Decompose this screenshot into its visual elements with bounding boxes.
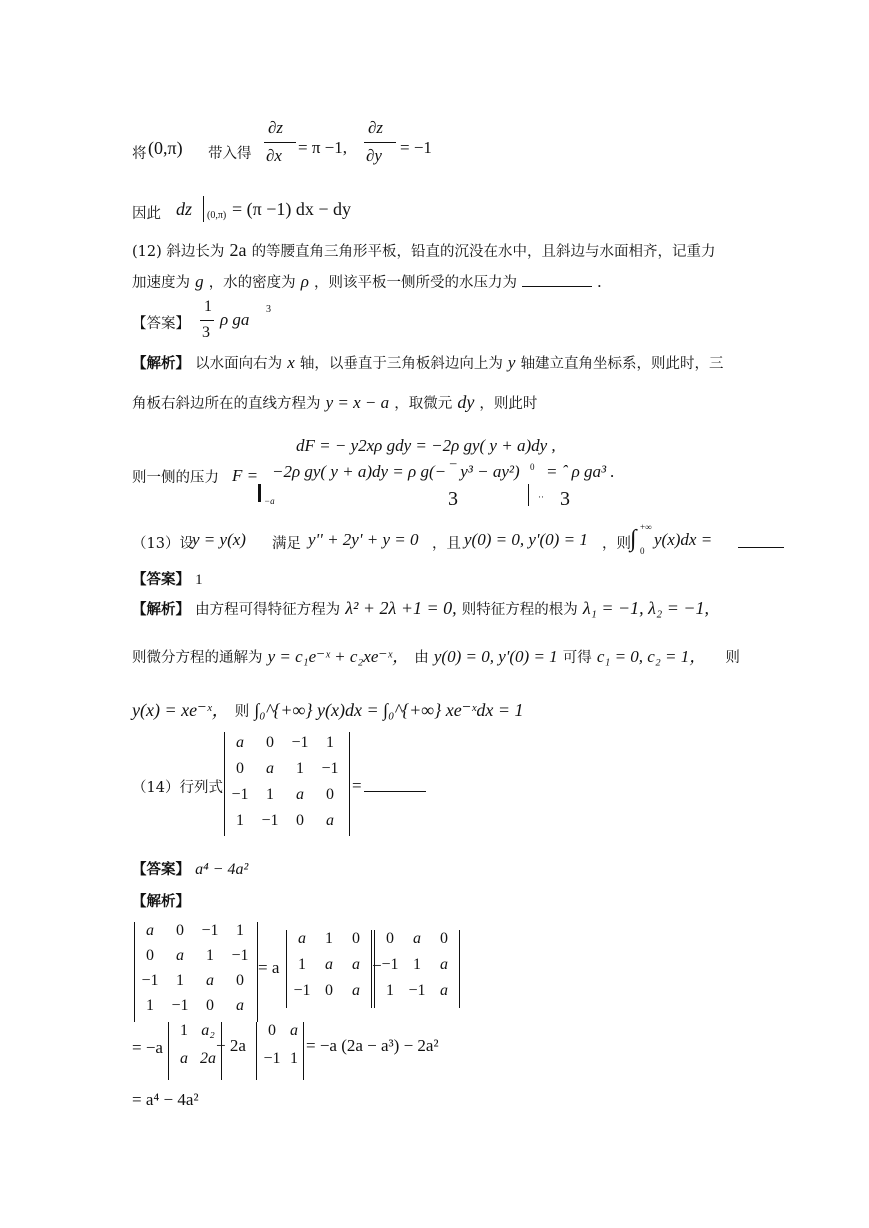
q13-analysis-line2 [132,642,740,667]
q12-dy: dy [457,392,475,412]
q12-analysis-1a: 以水面向右为 [195,356,283,372]
matrix-cell: 0 [176,922,184,939]
matrix-cell: −1 [231,786,249,803]
matrix-cell: 0 [268,1022,276,1039]
matrix-cell: 1 [236,922,244,939]
matrix-cell: 1 [325,930,333,947]
matrix-cell: 2a [200,1050,216,1067]
q11-subscript: (0,π) [207,210,227,221]
matrix-cell: 1 [236,812,244,829]
q11-point: (0,π) [148,138,183,158]
matrix-cell: −1 [171,997,189,1014]
q12-F-eq: F = [232,466,259,485]
matrix-cell: −1 [261,812,279,829]
q12-analysis-1c: 轴建立直角坐标系，则此时，三 [520,356,724,372]
q13-an3b: 则 [234,704,250,720]
q12-question-text: ，则该平板一侧所受的水压力为 [314,275,518,291]
q13-final-integral: ∫₀^{+∞} y(x)dx = ∫₀^{+∞} xe⁻ˣdx = 1 [254,700,524,720]
q13-answer-label: 【答案】 [132,571,190,588]
q13-an2b: 由 [414,650,429,666]
matrix-cell: a [440,982,448,999]
matrix-cell: a [296,786,304,803]
q13-and: ，且 [432,536,461,552]
matrix-cell: 1 [298,956,306,973]
matrix-cell: −1 [293,982,311,999]
matrix-cell: 0 [325,982,333,999]
q13-ode: y'' + 2y' + y = 0 [308,530,419,549]
q12-result: = ˆ ρ ga³ . [546,462,615,481]
q12-three-2: 3 [560,488,570,510]
matrix-cell: a [440,956,448,973]
q11-val2: = −1 [400,138,432,157]
q12-analysis-2c: ，则此时 [479,396,538,412]
q13-solution: y(x) = xe⁻ˣ， [132,700,230,720]
matrix-cell: 0 [236,972,244,989]
matrix-cell: 1 [146,997,154,1014]
q13-analysis-line1 [132,598,709,619]
q11-dy: ∂y [366,146,382,165]
q13-func: y = y(x) [192,530,246,549]
matrix-cell: a [326,812,334,829]
matrix-cell: a [176,947,184,964]
q14-step2-lhs: = −a [132,1038,163,1057]
matrix-cell: −1 [408,982,426,999]
q12-line-equation: y = x − a [325,393,390,412]
q11-dz: dz [176,199,193,219]
q12-text-a: (12) 斜边长为 [132,244,225,260]
matrix-cell: −1 [231,947,249,964]
matrix-cell: −1 [321,760,339,777]
q11-val1: = π −1, [298,138,348,157]
q11-therefore: 因此 [132,206,161,222]
q11-dz-2: ∂z [368,118,384,137]
matrix-cell: a [206,972,214,989]
matrix-cell: 1 [386,982,394,999]
q13-answer-blank [738,546,784,548]
q14-step3: = a⁴ − 4a² [132,1090,199,1109]
matrix-cell: a [146,922,154,939]
q12-analysis-2b: ，取微元 [394,396,453,412]
q12-analysis-1b: 轴，以垂直于三角板斜边向上为 [299,356,503,372]
q13-an2c: 可得 [562,650,592,666]
q12-density-text: ，水的密度为 [208,275,296,291]
matrix-cell: 1 [413,956,421,973]
q13-char-eq: λ² + 2λ +1 = 0, [345,598,457,618]
matrix-cell: 0 [440,930,448,947]
q12-y: y [507,353,516,372]
q12-lower-bound: −a [264,496,275,506]
q12-rho: ρ [300,272,309,291]
q13-an1a: 由方程可得特征方程为 [195,602,341,618]
q13-set: （13）设 [132,536,194,552]
matrix-cell: a [352,956,360,973]
q13-analysis-line3 [132,696,524,722]
matrix-cell: −1 [141,972,159,989]
q13-general-solution: y = c₁e⁻ˣ + c₂xe⁻ˣ， [267,647,410,666]
q13-lower: 0 [640,546,645,556]
q12-period: . [597,272,602,291]
q13-analysis-label: 【解析】 [132,601,190,618]
matrix-cell: a₂ [201,1022,215,1039]
q14-answer-value: a⁴ − 4a² [195,861,249,878]
q14-step2-mid: − 2a [216,1036,246,1055]
matrix-cell: 1 [176,972,184,989]
q14-answer-blank-wrap [364,777,426,796]
matrix-cell: −1 [291,734,309,751]
q14-answer-blank [364,790,426,792]
q11-mid: 带入得 [208,146,252,162]
q14-eq-a: = a [258,958,280,977]
q14-minor-3 [168,1022,222,1080]
q14-step2-rhs: = −a (2a − a³) − 2a² [306,1036,439,1055]
q14-label: （14）行列式 [132,780,223,796]
matrix-cell: a [236,734,244,751]
matrix-cell: 1 [290,1050,298,1067]
q12-text-b: 的等腰直角三角形平板，铅直的沉没在水中，且斜边与水面相齐，记重力 [251,244,716,260]
matrix-cell: a [266,760,274,777]
matrix-cell: a [325,956,333,973]
matrix-cell: 1 [326,734,334,751]
q12-upper-bound: 0 [530,462,535,472]
q13-integrand: y(x)dx = [654,530,713,549]
q12-analysis-line2 [132,392,537,413]
q13-an2a: 则微分方程的通解为 [132,650,263,666]
q12-answer-label: 【答案】 [132,316,190,332]
matrix-cell: 0 [266,734,274,751]
matrix-cell: 1 [180,1022,188,1039]
q12-dots: ·· [538,492,544,502]
q12-analysis-line1 [132,352,724,373]
q12-three-1: 3 [448,488,458,510]
q11-rhs: = (π −1) dx − dy [232,199,352,219]
matrix-cell: −1 [381,956,399,973]
q14-minor-2 [374,930,460,1008]
q12-math-2a: 2a [229,240,247,260]
matrix-cell: 0 [296,812,304,829]
q12-g: g [195,272,204,291]
q13-upper: +∞ [640,522,652,532]
q14-determinant [224,732,350,836]
q13-answer [132,568,203,589]
q12-answer-blank [522,285,592,287]
matrix-cell: −1 [201,922,219,939]
q13-then: ，则 [602,536,631,552]
q13-an2d: 则 [725,650,740,666]
q12-pressure-label: 则一侧的压力 [132,470,219,486]
q14-minus: − [372,956,382,975]
q13-initial: y(0) = 0, y'(0) = 1 [464,530,588,549]
matrix-cell: 0 [146,947,154,964]
matrix-cell: 0 [386,930,394,947]
matrix-cell: a [413,930,421,947]
q13-integral-sign: ∫ [630,526,637,552]
q14-analysis-det4 [134,922,258,1022]
q12-answer-expr: ρ ga [220,310,250,329]
matrix-cell: a [236,997,244,1014]
matrix-cell: 1 [206,947,214,964]
matrix-cell: a [180,1050,188,1067]
q11-dz-1: ∂z [268,118,284,137]
matrix-cell: 0 [326,786,334,803]
q13-constants: c₁ = 0, c₂ = 1， [596,647,707,666]
q14-answer-label: 【答案】 [132,861,190,878]
matrix-cell: −1 [263,1050,281,1067]
q12-analysis-label: 【解析】 [132,355,190,372]
matrix-cell: 0 [206,997,214,1014]
q14-minor-4 [256,1022,304,1080]
q12-answer-num: 1 [204,298,212,315]
q13-answer-value: 1 [195,572,203,588]
q12-line2 [132,271,601,292]
q13-roots: λ₁ = −1, λ₂ = −1, [582,598,710,618]
matrix-cell: 1 [296,760,304,777]
q12-accel-text: 加速度为 [132,275,190,291]
q13-satisfy: 满足 [272,536,301,552]
q11-dx: ∂x [266,146,282,165]
q12-answer-exp: 3 [266,304,271,315]
q14-equals: = [352,776,362,795]
q14-minor-1 [286,930,372,1008]
q12-analysis-2a: 角板右斜边所在的直线方程为 [132,396,321,412]
q12-line1 [132,240,716,261]
matrix-cell: 0 [236,760,244,777]
q12-integrand: −2ρ gy( y + a)dy = ρ g(− ‾ y³ − ay²) [272,462,520,481]
q12-x: x [287,353,295,372]
q14-answer [132,858,248,879]
matrix-cell: 0 [352,930,360,947]
matrix-cell: 1 [266,786,274,803]
matrix-cell: a [298,930,306,947]
matrix-cell: a [290,1022,298,1039]
q13-an1b: 则特征方程的根为 [461,602,578,618]
matrix-cell: a [352,982,360,999]
q12-answer-den: 3 [202,324,210,341]
q13-initial-2: y(0) = 0, y'(0) = 1 [433,647,558,666]
q12-dF-equation: dF = − y2xρ gdy = −2ρ gy( y + a)dy , [296,436,556,455]
q14-analysis-label: 【解析】 [132,893,190,910]
q11-prefix: 将 [132,146,147,162]
